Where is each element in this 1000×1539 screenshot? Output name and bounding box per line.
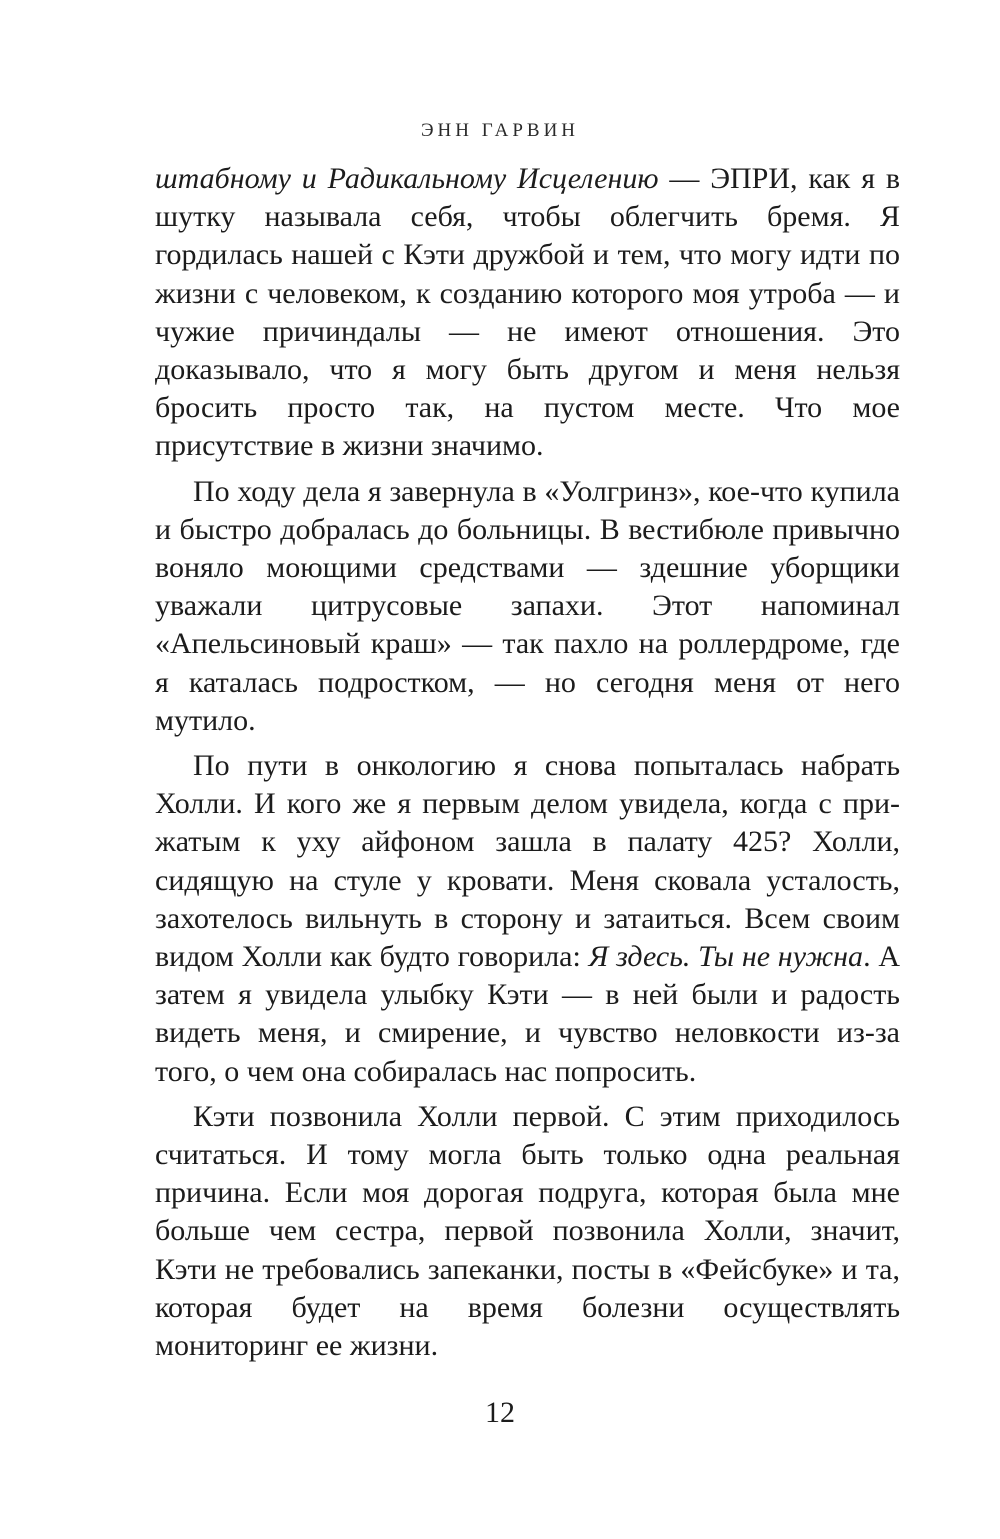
paragraph-3-text-after: . А затем я увидела улыбку Кэти — в ней были и радость видеть меня, и смирение, и чувство неловкости из-за того, о чем она собиралась нас попросить. xyxy=(155,940,901,1088)
paragraph-4: Кэти позвонила Холли первой. С этим приходилось считаться. И тому могла быть только одна реальная причина. Если моя дорогая подруга, которая была мне больше чем сестра, первой позвонила Холли, значит, Кэти не требовались запеканки, посты в «Фейсбуке» и та, которая будет на время болезни осуществлять мониторинг ее жизни. xyxy=(155,1099,900,1363)
paragraph-3-text-before: По пути в онкологию я снова попыталась набрать Холли. И кого же я первым делом увидела, когда с прижатым к уху айфоном зашла в палату 425? Холли, сидящую на стуле у кровати. Меня сковала усталость, захотелось вильнуть в сторону и затаиться. Всем своим видом Холли как будто говорила: xyxy=(155,749,900,974)
paragraph-1-text: — ЭПРИ, как я в шутку называла себя, чтобы облегчить бремя. Я гордилась нашей с Кэти дружбой и тем, что могу идти по жизни с человеком, к созданию которого моя утроба — и чужие причиндалы — не имеют отношения. Это доказывало, что я могу быть другом и меня нельзя бросить просто так, на пустом месте. Что мое присутствие в жизни значимо. xyxy=(155,162,900,463)
paragraph-3 xyxy=(155,747,900,1091)
running-head: ЭНН ГАРВИН xyxy=(420,120,580,141)
body-text xyxy=(155,160,900,1365)
page-number: 12 xyxy=(485,1396,515,1429)
paragraph-1-italic-lead: штабному и Радикальному Исцелению xyxy=(155,162,659,195)
paragraph-3-italic: Я здесь. Ты не нужна xyxy=(588,940,864,974)
paragraph-2: По ходу дела я завернула в «Уолгринз», кое-что купила и быстро добралась до больницы. В вестибюле привычно воняло моющими средствами — здешние уборщики уважали цитрусовые запахи. Этот напоминал «Апельсиновый краш» — так пахло на роллердроме, где я каталась подростком, — но сегодня меня от него мутило. xyxy=(155,474,900,737)
paragraph-1 xyxy=(155,160,900,466)
